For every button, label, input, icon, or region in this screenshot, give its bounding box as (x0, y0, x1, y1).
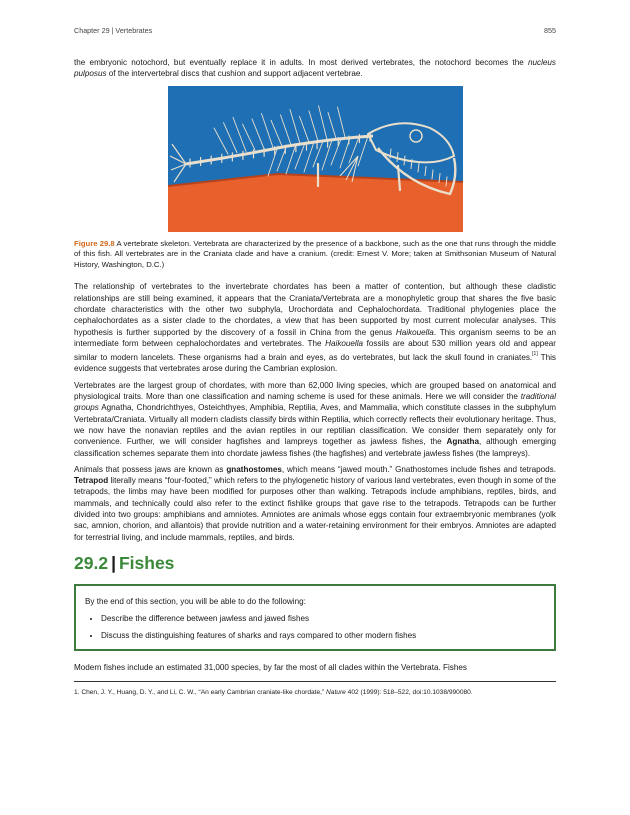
paragraph-modern-fishes: Modern fishes include an estimated 31,000 species, by far the most of all clades within the Vertebrata. Fishes (74, 662, 467, 672)
objectives-intro: By the end of this section, you will be able to do the following: (85, 596, 306, 606)
objective-item: • Describe the difference between jawless and jawed fishes (101, 613, 545, 624)
paragraph-notochord: the embryonic notochord, but eventually replace it in adults. In most derived vertebrates, the notochord becomes the nucleus pulposus of the intervertebral discs that cushion and support adjacent vertebrae. (74, 58, 556, 79)
chapter-title: Chapter 29 | Vertebrates (74, 26, 153, 35)
figure-label: Figure 29.8 (74, 238, 115, 248)
section-name: Fishes (118, 552, 175, 573)
term-traditional-groups: traditional groups (74, 392, 556, 413)
footnote-divider (74, 681, 556, 682)
figure-caption (74, 239, 556, 271)
term-haikouella-2: Haikouella (325, 338, 364, 348)
page-content (74, 57, 556, 704)
section-separator: | (111, 552, 116, 573)
term-nucleus-pulposus: nucleus pulposus (74, 58, 556, 79)
term-tetrapod: Tetrapod (74, 476, 109, 486)
term-haikouella: Haikouella (395, 327, 434, 337)
term-agnatha: Agnatha (446, 437, 479, 447)
fish-skeleton-illustration (168, 86, 463, 232)
objectives-list (85, 613, 545, 641)
journal-name: Nature (326, 689, 346, 697)
footnote: 1. Chen, J. Y., Huang, D. Y., and Li, C. W., “An early Cambrian craniate-like chordate,” Nature 402 (1999): 518–522, doi:10.1038/990080. (74, 689, 473, 697)
learning-objectives-box (74, 584, 556, 651)
footnote-reference[interactable]: [1] (532, 351, 538, 358)
section-number: 29.2 (74, 552, 109, 573)
objective-item: • Discuss the distinguishing features of sharks and rays compared to other modern fishes (101, 630, 545, 641)
page-number: 855 (544, 26, 556, 35)
term-gnathostomes: gnathostomes (226, 464, 282, 474)
paragraph-relationship: The relationship of vertebrates to the invertebrate chordates has been a matter of contention, but although these cladistic relationships are still being examined, it appears that the Craniata/Vertebrata are a monophyletic group that shares the five basic chordate characteristics with the other two subphyla, Urochordata and Cephalochordata. Traditional phylogenies place the cephalochordates as a sister clade to the chordates, a view that has been supported by most current molecular analyses. This hypothesis is further supported by the discovery of a fossil in China from the genus Haikouella. This organism seems to be an intermediate form between cephalochordates and vertebrates. The Haikouella fossils are about 530 million years old and appear similar to modern lancelets. These organisms had a brain and eyes, as do vertebrates, but lack the skull found in craniates.[1] This evidence suggests that vertebrates arose during the Cambrian explosion. (74, 282, 557, 374)
paragraph-jaws: Animals that possess jaws are known as gnathostomes, which means “jawed mouth.” Gnathostomes include fishes and tetrapods. Tetrapod literally means “four-footed,” which refers to the phylogenetic history of various land vertebrates, even though in some of the tetrapods, the limbs may have been modified for purposes other than walking. Tetrapods include amphibians, reptiles, birds, and mammals, and technically could also refer to the extinct fishlike groups that gave rise to the tetrapods. Tetrapods can be further divided into two groups: amphibians and amniotes. Amniotes are animals whose eggs contain four extraembryonic membranes (yolk sac, amnion, chorion, and allantois) that provide nutrition and a water-retaining environment for their embryos. Amniotes are adapted for terrestrial living, and include mammals, reptiles, and birds. (74, 464, 557, 542)
figure-caption-text: A vertebrate skeleton. Vertebrata are characterized by the presence of a backbone, such as the one that runs through the middle of this fish. All vertebrates are in the Craniata clade and have a cranium. (credit: Ernest V. More; taken at Smithsonian Museum of Natural History, Washington, D.C.) (74, 238, 556, 269)
paragraph-largest-group: Vertebrates are the largest group of chordates, with more than 62,000 living species, which are grouped based on anatomical and physiological traits. More than one classification and naming scheme is used for these animals. Here we will consider the traditional groups Agnatha, Chondrichthyes, Osteichthyes, Amphibia, Reptilia, Aves, and Mammalia, which constitute classes in the subphylum Vertebrata/Craniata. Virtually all modern cladists classify birds within Reptilia, which correctly reflects their evolutionary heritage. Thus, we now have the nonavian reptiles and the avian reptiles in our reptilian classification. We consider them separately only for convenience. Further, we will consider hagfishes and lampreys together as jawless fishes, the Agnatha, although emerging classification schemes separate them into chordate jawless fishes (the hagfishes) and vertebrate jawless fishes (the lampreys). (74, 380, 556, 458)
section-heading (74, 552, 556, 574)
running-header (74, 26, 556, 38)
fish-skeleton-image (168, 86, 463, 232)
